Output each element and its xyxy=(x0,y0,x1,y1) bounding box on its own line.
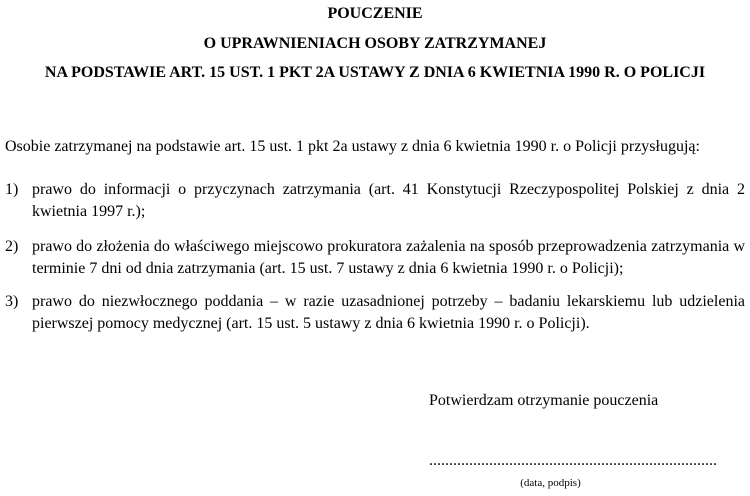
intro-paragraph: Osobie zatrzymanej na podstawie art. 15 ust. 1 pkt 2a ustawy z dnia 6 kwietnia 1990 r. o Policji przysługują: xyxy=(5,138,700,155)
list-item xyxy=(5,291,745,335)
confirmation-text: Potwierdzam otrzymanie pouczenia xyxy=(429,392,659,409)
document-subtitle: O UPRAWNIENIACH OSOBY ZATRZYMANEJ xyxy=(203,35,547,52)
list-item-number: 1) xyxy=(5,181,19,198)
list-item-text: prawo do złożenia do właściwego miejscowo prokuratora zażalenia na sposób przeprowadzenia zatrzymania w terminie 7 dni od dnia zatrzymania (art. 15 ust. 7 ustawy z dnia 6 kwietnia 1990 r. o Policji); xyxy=(32,238,745,277)
list-item-number: 3) xyxy=(5,293,19,310)
document-legal-basis: NA PODSTAWIE ART. 15 UST. 1 PKT 2A USTAWY Z DNIA 6 KWIETNIA 1990 R. O POLICJI xyxy=(44,64,706,81)
document-title: POUCZENIE xyxy=(327,5,423,22)
list-item-number: 2) xyxy=(5,238,19,255)
list-item-text: prawo do informacji o przyczynach zatrzymania (art. 41 Konstytucji Rzeczypospolitej Polskiej z dnia 2 kwietnia 1997 r.); xyxy=(32,181,745,220)
signature-caption: (data, podpis) xyxy=(520,477,581,489)
list-item xyxy=(5,236,745,280)
list-item-text: prawo do niezwłocznego poddania – w razie uzasadnionej potrzeby – badaniu lekarskiemu lub udzielenia pierwszej pomocy medycznej (art. 15 ust. 5 ustawy z dnia 6 kwietnia 1990 r. o Policji). xyxy=(32,293,745,332)
list-item xyxy=(5,179,745,223)
signature-line: ........................................................................ xyxy=(429,452,717,469)
